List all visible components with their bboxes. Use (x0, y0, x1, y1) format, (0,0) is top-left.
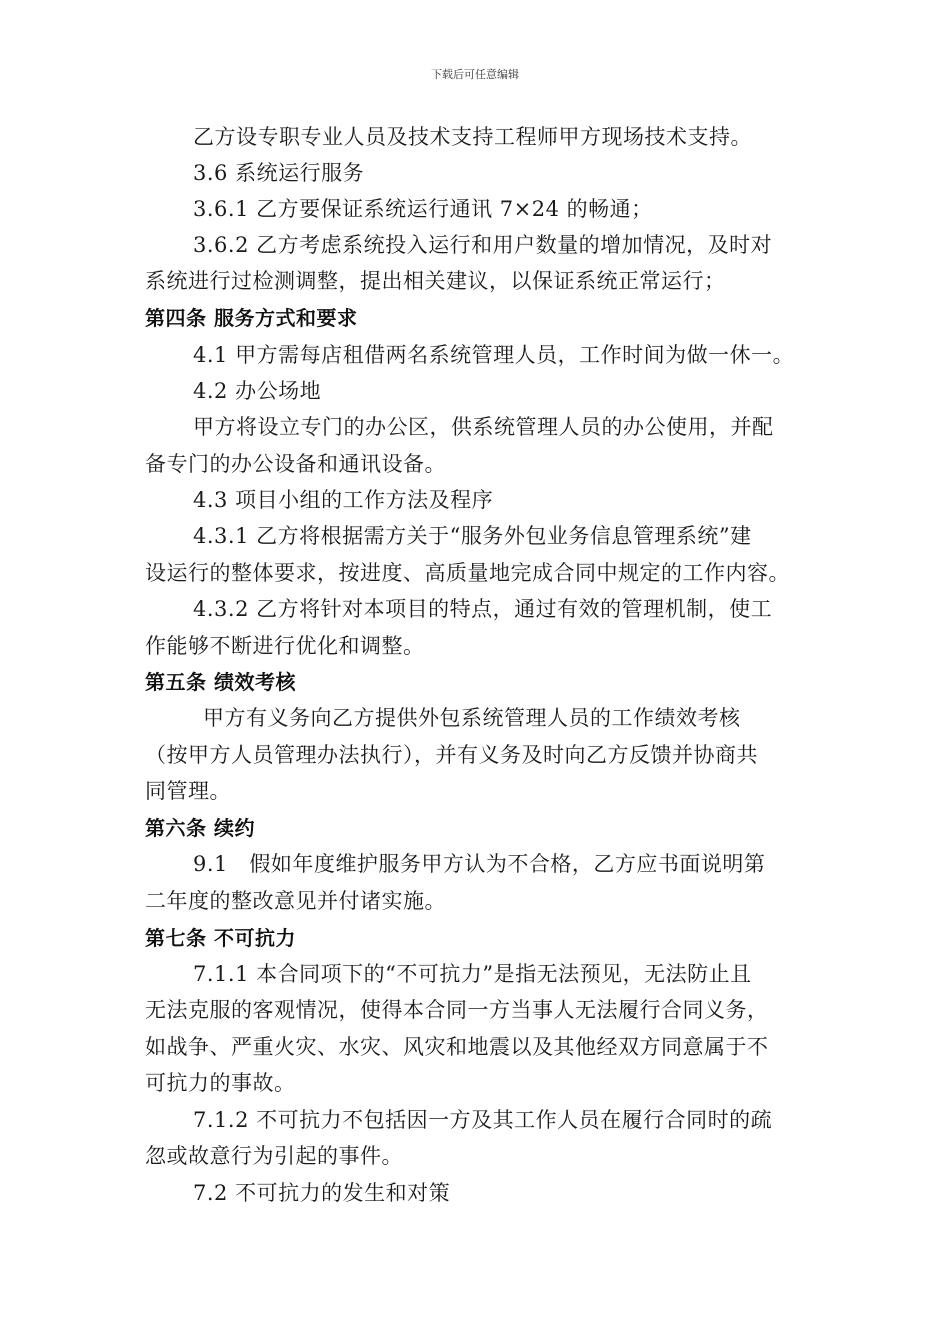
paragraph-line: 3.6.2 乙方考虑系统投入运行和用户数量的增加情况，及时对 (193, 233, 773, 257)
paragraph-line: 设运行的整体要求，按进度、高质量地完成合同中规定的工作内容。 (145, 561, 790, 585)
paragraph-line: 3.6.1 乙方要保证系统运行通讯 7×24 的畅通； (193, 197, 653, 221)
section-7-2-title: 7.2 不可抗力的发生和对策 (193, 1181, 451, 1205)
paragraph-line: 无法克服的客观情况，使得本合同一方当事人无法履行合同义务， (145, 998, 769, 1022)
paragraph-line: 同管理。 (145, 779, 231, 803)
paragraph-line: 作能够不断进行优化和调整。 (145, 634, 425, 658)
section-3-6-title: 3.6 系统运行服务 (193, 161, 365, 185)
paragraph-line: 系统进行过检测调整，提出相关建议，以保证系统正常运行； (145, 269, 726, 293)
article-7-heading: 第七条 不可抗力 (145, 926, 296, 950)
paragraph-line: 4.1 甲方需每店租借两名系统管理人员，工作时间为做一休一。 (193, 343, 795, 367)
section-4-2-title: 4.2 办公场地 (193, 379, 322, 403)
article-4-heading: 第四条 服务方式和要求 (145, 306, 358, 330)
paragraph-line: 乙方设专职专业人员及技术支持工程师甲方现场技术支持。 (193, 125, 752, 149)
paragraph-line: 二年度的整改意见并付诸实施。 (145, 889, 446, 913)
section-4-3-title: 4.3 项目小组的工作方法及程序 (193, 488, 494, 512)
paragraph-line: 可抗力的事故。 (145, 1071, 296, 1095)
article-5-heading: 第五条 绩效考核 (145, 670, 296, 694)
page-header: 下载后可任意编辑 (431, 68, 519, 81)
paragraph-line: 9.1 假如年度维护服务甲方认为不合格，乙方应书面说明第 (193, 852, 766, 876)
article-6-heading: 第六条 续约 (145, 816, 255, 840)
paragraph-line: 忽或故意行为引起的事件。 (145, 1144, 403, 1168)
paragraph-line: 7.1.2 不可抗力不包括因一方及其工作人员在履行合同时的疏 (193, 1108, 773, 1132)
paragraph-line: 甲方有义务向乙方提供外包系统管理人员的工作绩效考核 (203, 706, 741, 730)
paragraph-line: 7.1.1 本合同项下的“不可抗力”是指无法预见，无法防止且 (193, 962, 752, 986)
paragraph-line: 4.3.1 乙方将根据需方关于“服务外包业务信息管理系统”建 (193, 524, 752, 548)
paragraph-line: （按甲方人员管理办法执行），并有义务及时向乙方反馈并协商共 (145, 743, 758, 767)
paragraph-line: 4.3.2 乙方将针对本项目的特点，通过有效的管理机制，使工 (193, 597, 773, 621)
paragraph-line: 备专门的办公设备和通讯设备。 (145, 452, 446, 476)
paragraph-line: 如战争、严重火灾、水灾、风灾和地震以及其他经双方同意属于不 (145, 1035, 769, 1059)
paragraph-line: 甲方将设立专门的办公区，供系统管理人员的办公使用，并配 (193, 415, 774, 439)
